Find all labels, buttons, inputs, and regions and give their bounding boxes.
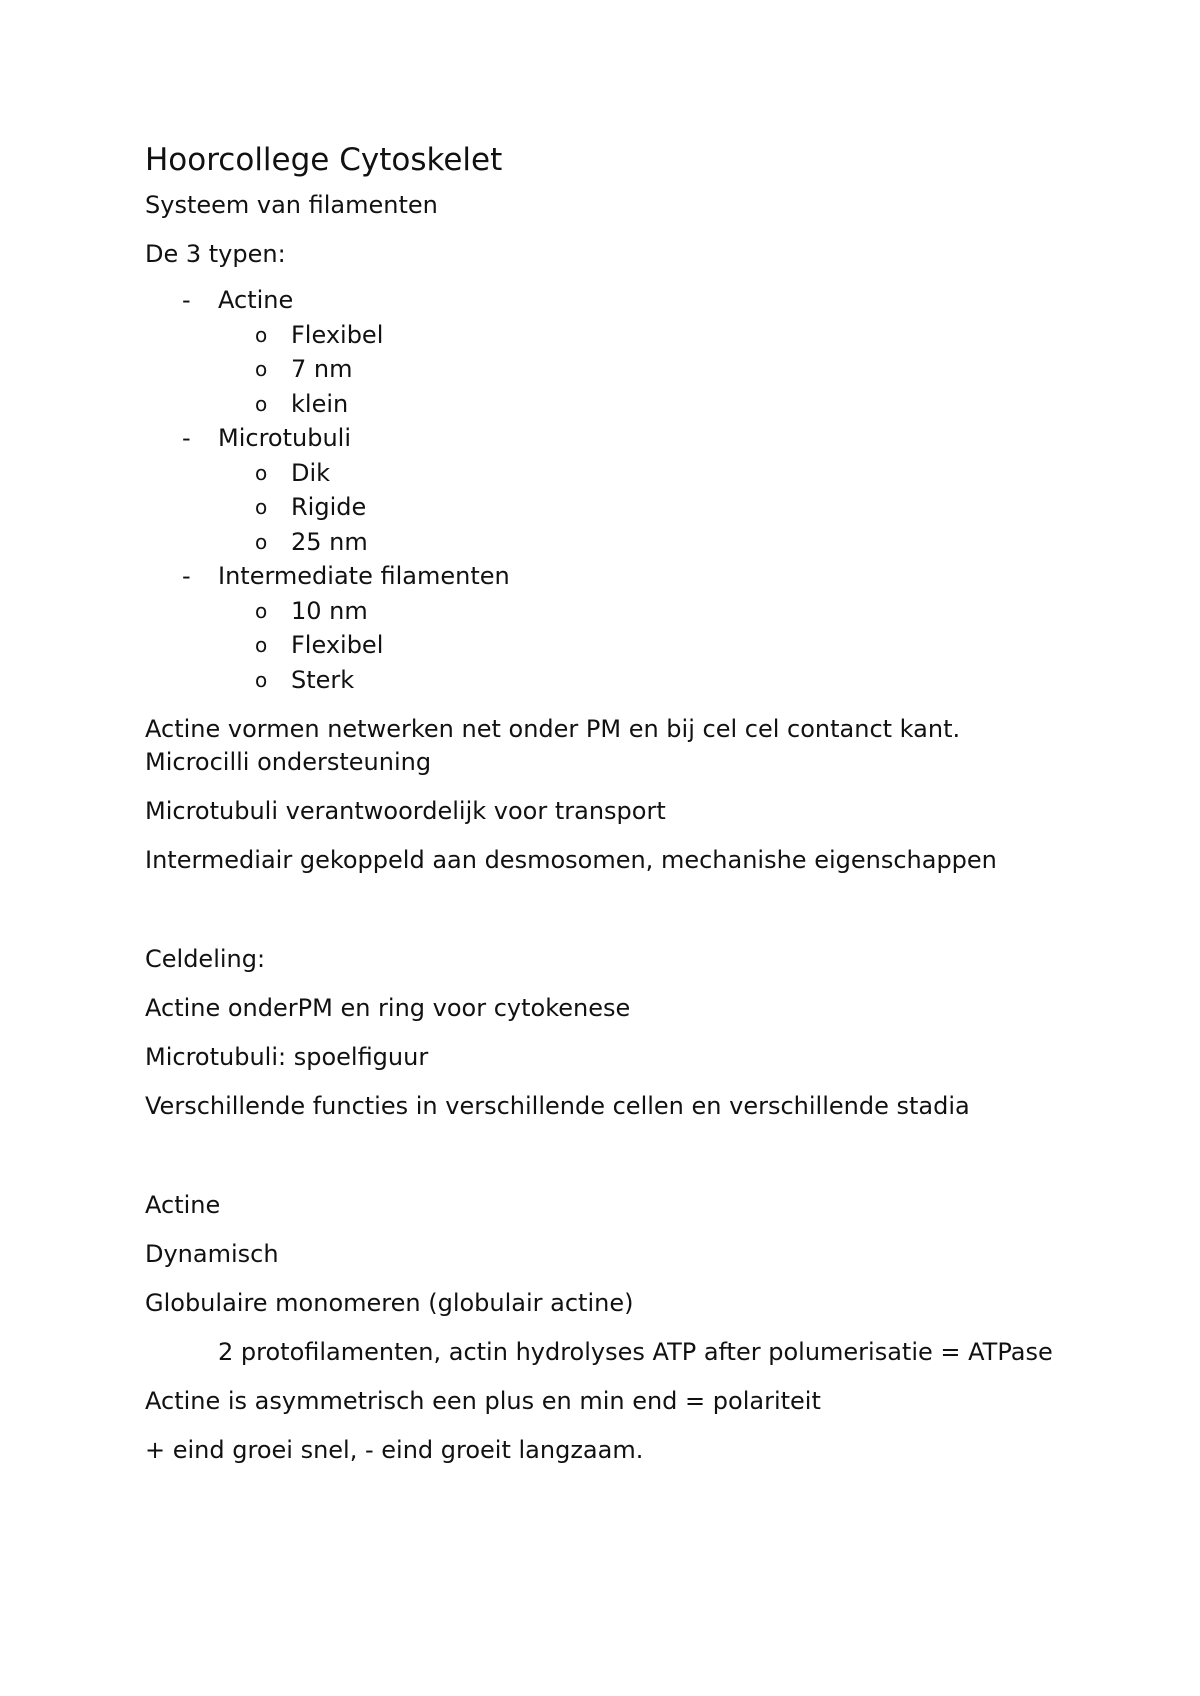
property-text: klein: [291, 389, 349, 418]
document-body: [145, 140, 1075, 1483]
dash-marker: -: [182, 424, 191, 452]
types-heading: De 3 typen:: [145, 240, 286, 268]
sub-list: [218, 456, 1075, 560]
sub-list: [218, 594, 1075, 698]
list-item: [218, 456, 1075, 491]
bullet-marker: o: [255, 667, 268, 692]
list-item: [218, 525, 1075, 560]
dash-marker: -: [182, 562, 191, 590]
property-text: Flexibel: [291, 320, 384, 349]
paragraph-microcilli: Microcilli ondersteuning: [145, 748, 432, 776]
bullet-marker: o: [255, 460, 268, 485]
list-item: [218, 594, 1075, 629]
list-item-actine: [145, 283, 1075, 421]
type-name: Actine: [218, 286, 294, 314]
property-text: Rigide: [291, 493, 367, 521]
intro-paragraph: Systeem van filamenten: [145, 191, 438, 219]
list-item: [218, 318, 1075, 353]
bullet-marker: o: [255, 357, 268, 381]
paragraph-actine-globulair: Globulaire monomeren (globulair actine): [145, 1289, 634, 1317]
filament-types-list: [145, 283, 1075, 697]
property-text: 25 nm: [291, 527, 368, 556]
bullet-marker: o: [255, 529, 268, 554]
paragraph-actine-asymmetrisch: Actine is asymmetrisch een plus en min end = polariteit: [145, 1387, 821, 1415]
bullet-marker: o: [255, 495, 268, 519]
list-item: [218, 490, 1075, 525]
celdeling-heading: Celdeling:: [145, 945, 266, 973]
property-text: Sterk: [291, 665, 355, 694]
list-item-intermediate: [145, 559, 1075, 697]
list-item: [218, 663, 1075, 698]
paragraph-celdeling-functies: Verschillende functies in verschillende cellen en verschillende stadia: [145, 1092, 970, 1120]
bullet-marker: o: [255, 322, 268, 347]
paragraph-intermediair: Intermediair gekoppeld aan desmosomen, mechanishe eigenschappen: [145, 846, 997, 874]
list-item-microtubuli: [145, 421, 1075, 559]
property-text: 7 nm: [291, 355, 353, 383]
list-item: [218, 387, 1075, 422]
spacer: [145, 893, 1075, 943]
paragraph-actine-groei: + eind groei snel, - eind groeit langzaam.: [145, 1436, 644, 1464]
paragraph-microtubuli-transport: Microtubuli verantwoordelijk voor transport: [145, 797, 666, 825]
paragraph-celdeling-actine: Actine onderPM en ring voor cytokenese: [145, 994, 631, 1022]
paragraph-celdeling-microtubuli: Microtubuli: spoelfiguur: [145, 1043, 429, 1071]
paragraph-actine-networks: Actine vormen netwerken net onder PM en bij cel cel contanct kant.: [145, 715, 961, 743]
actine-heading: Actine: [145, 1191, 221, 1219]
paragraph-actine-dynamisch: Dynamisch: [145, 1240, 279, 1268]
list-item: [218, 352, 1075, 387]
property-text: Dik: [291, 458, 331, 487]
property-text: 10 nm: [291, 596, 368, 625]
sub-list: [218, 318, 1075, 422]
dash-marker: -: [182, 286, 191, 314]
type-name: Intermediate filamenten: [218, 562, 510, 590]
bullet-marker: o: [255, 633, 268, 657]
bullet-marker: o: [255, 598, 268, 623]
spacer: [145, 1139, 1075, 1189]
property-text: Flexibel: [291, 631, 384, 659]
list-item: [218, 628, 1075, 663]
bullet-marker: o: [255, 391, 268, 416]
document-title: Hoorcollege Cytoskelet: [145, 142, 503, 178]
paragraph-actine-protofilamenten: 2 protofilamenten, actin hydrolyses ATP after polumerisatie = ATPase: [218, 1338, 1053, 1366]
type-name: Microtubuli: [218, 424, 351, 452]
